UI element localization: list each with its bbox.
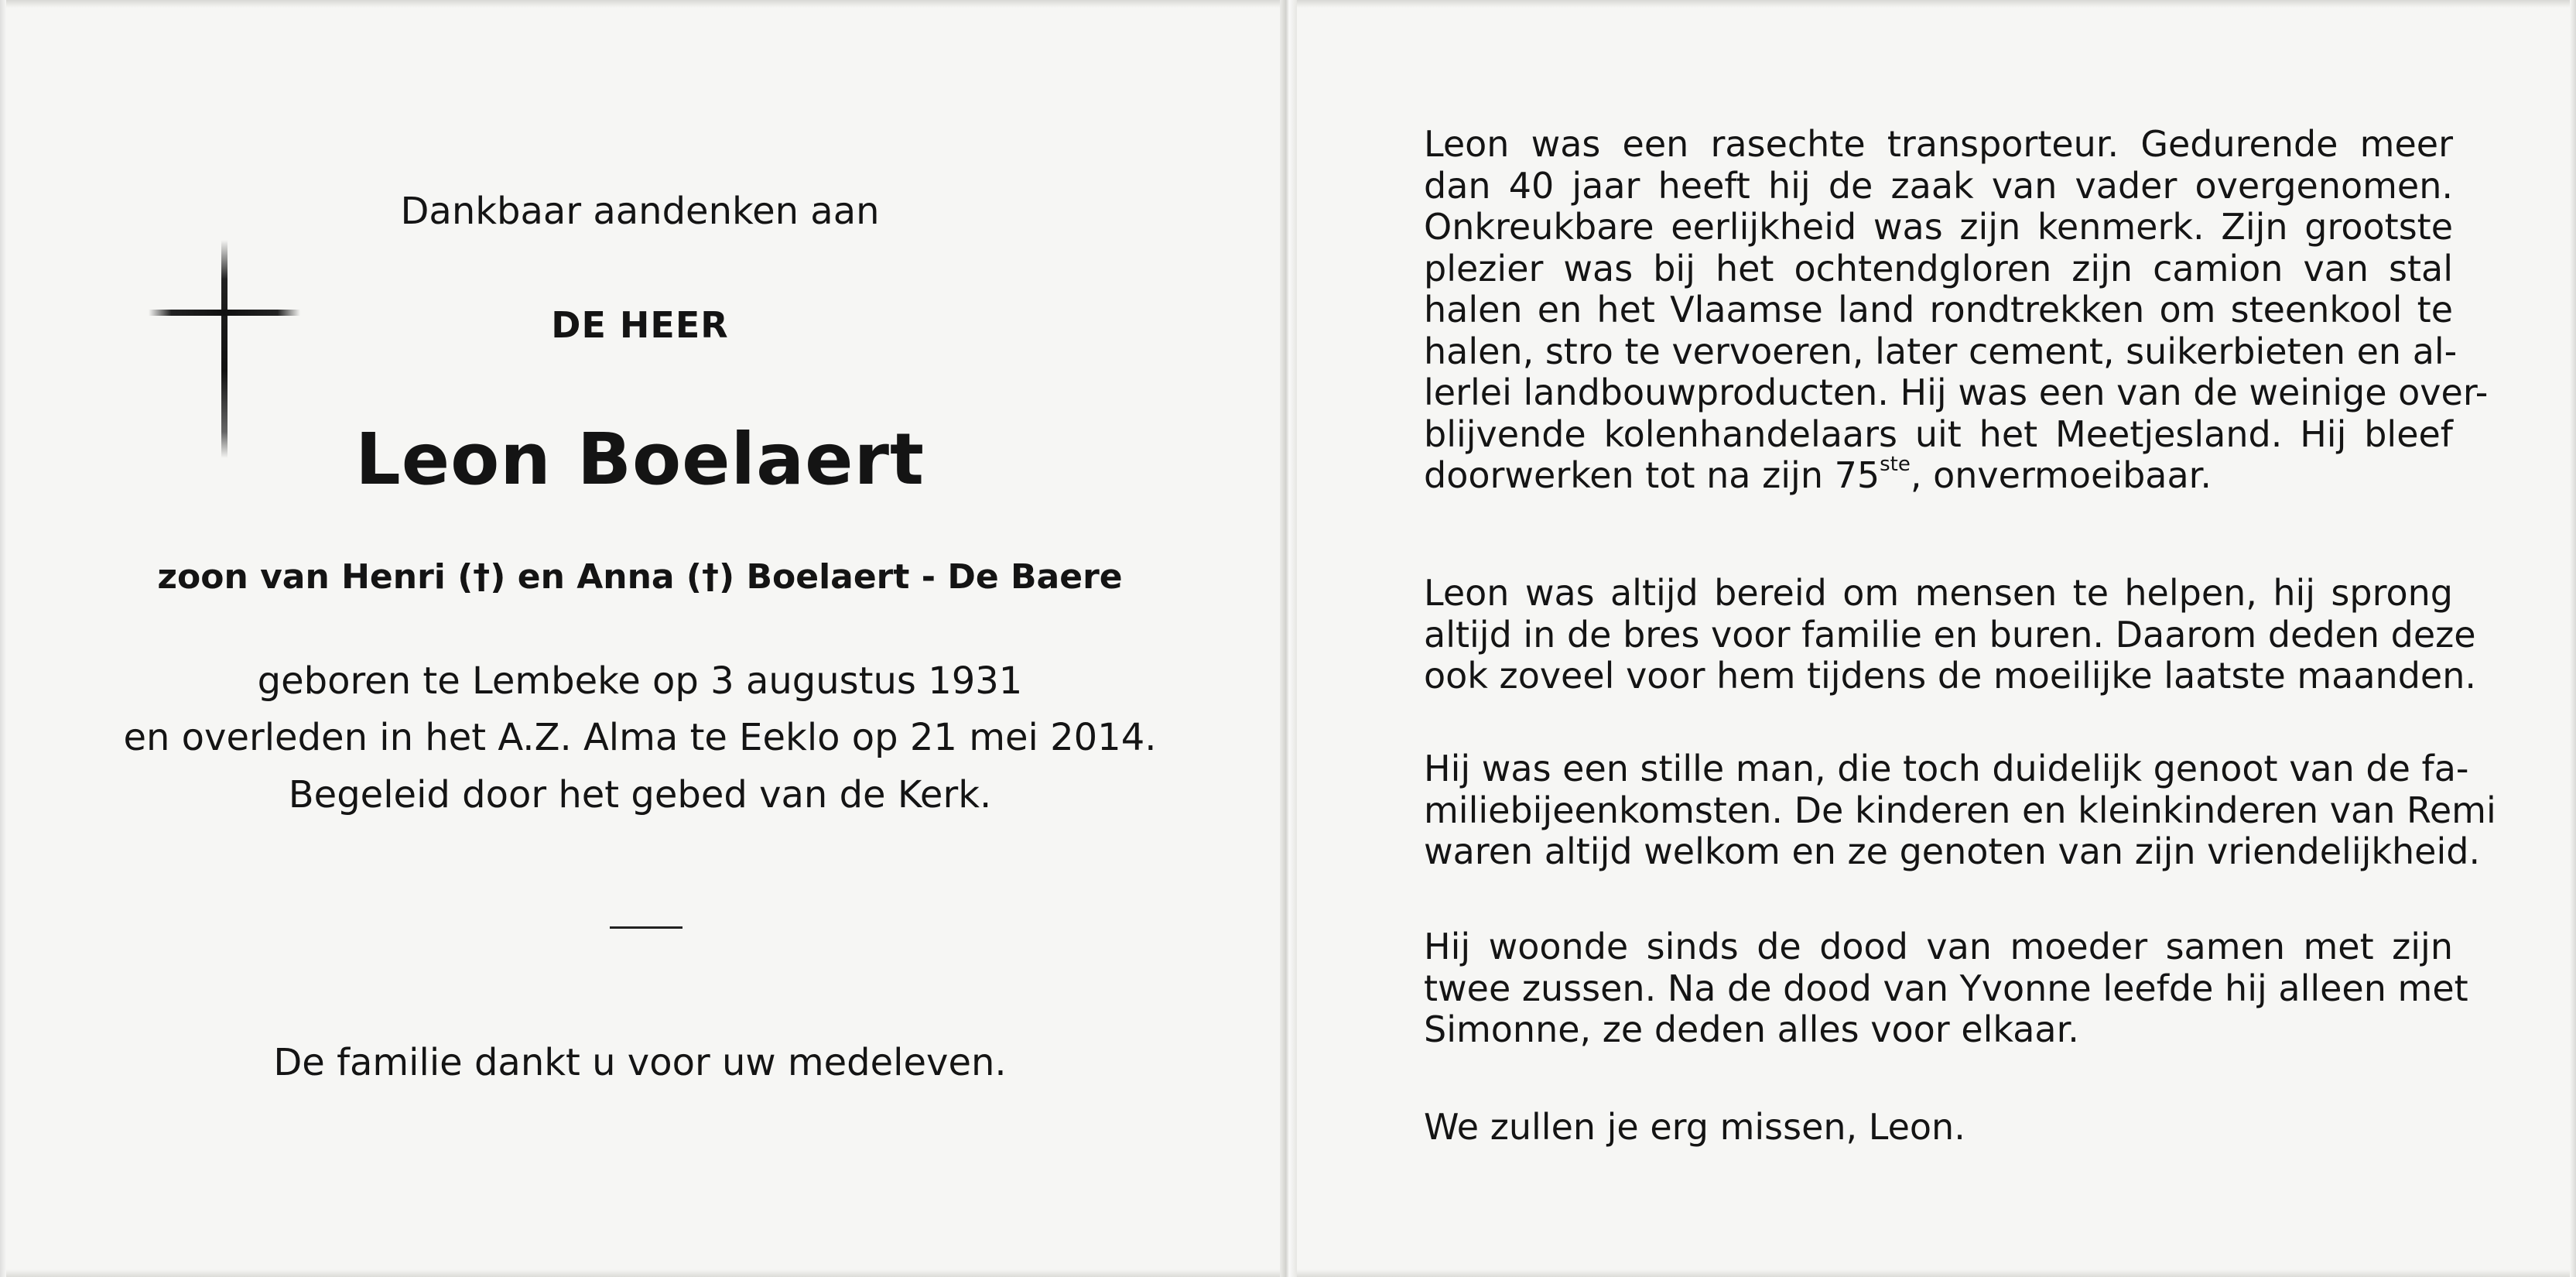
text-line: blijvende kolenhandelaars uit het Meetjesland. Hij bleef — [1424, 413, 2453, 455]
text-line: Hij woonde sinds de dood van moeder samen met zijn — [1424, 926, 2453, 967]
thanks-line: De familie dankt u voor uw medeleven. — [273, 1041, 1007, 1084]
text-line: altijd in de bres voor familie en buren. Daarom deden deze — [1424, 613, 2476, 656]
right-page — [1297, 0, 2576, 1277]
text-fragment: , onvermoeibaar. — [1910, 454, 2212, 496]
accompanied-line: Begeleid door het gebed van de Kerk. — [288, 773, 992, 817]
text-fragment: doorwerken tot na zijn 75 — [1424, 454, 1880, 496]
title-label: DE HEER — [551, 304, 729, 346]
text-line: plezier was bij het ochtendgloren zijn camion van stal — [1424, 247, 2453, 289]
death-line: en overleden in het A.Z. Alma te Eeklo op 21 mei 2014. — [123, 716, 1157, 759]
text-line: Hij was een stille man, die toch duidelijk genoot van de fa- — [1424, 748, 2469, 789]
left-page — [0, 0, 1280, 1277]
parents-line: zoon van Henri (†) en Anna (†) Boelaert - De Baere — [157, 557, 1123, 597]
text-line: miliebijeenkomsten. De kinderen en kleinkinderen van Remi — [1424, 789, 2496, 831]
text-line: waren altijd welkom en ze genoten van zijn vriendelijkheid. — [1424, 830, 2481, 872]
text-line: dan 40 jaar heeft hij de zaak van vader overgenomen. — [1424, 164, 2453, 207]
birth-line: geboren te Lembeke op 3 augustus 1931 — [257, 659, 1023, 703]
text-line: ook zoveel voor hem tijdens de moeilijke laatste maanden. — [1424, 655, 2476, 697]
ordinal-suffix: ste — [1880, 453, 1911, 476]
text-line: twee zussen. Na de dood van Yvonne leefde hij alleen met — [1424, 967, 2468, 1009]
text-line: halen en het Vlaamse land rondtrekken om steenkool te — [1424, 289, 2453, 330]
card-fold — [1280, 0, 1297, 1277]
text-line: Onkreukbare eerlijkheid was zijn kenmerk. Zijn grootste — [1424, 206, 2453, 248]
paragraph-helpful — [1424, 572, 2476, 697]
text-line: Simonne, ze deden alles voor elkaar. — [1424, 1008, 2079, 1050]
text-line: Leon was een rasechte transporteur. Gedurende meer — [1424, 123, 2453, 165]
deceased-name: Leon Boelaert — [355, 418, 925, 501]
paragraph-career — [1424, 123, 2489, 497]
paragraph-sisters — [1424, 926, 2468, 1051]
text-line: We zullen je erg missen, Leon. — [1424, 1106, 1965, 1148]
paragraph-family — [1424, 748, 2496, 873]
divider-dash — [610, 926, 682, 929]
paragraph-farewell — [1424, 1107, 2453, 1149]
text-line — [1424, 455, 2453, 497]
text-line: halen, stro te vervoeren, later cement, suikerbieten en al- — [1424, 330, 2458, 372]
intro-text: Dankbaar aandenken aan — [400, 190, 880, 233]
text-line: Leon was altijd bereid om mensen te helpen, hij sprong — [1424, 572, 2453, 614]
text-line: lerlei landbouwproducten. Hij was een van de weinige over- — [1424, 371, 2489, 413]
